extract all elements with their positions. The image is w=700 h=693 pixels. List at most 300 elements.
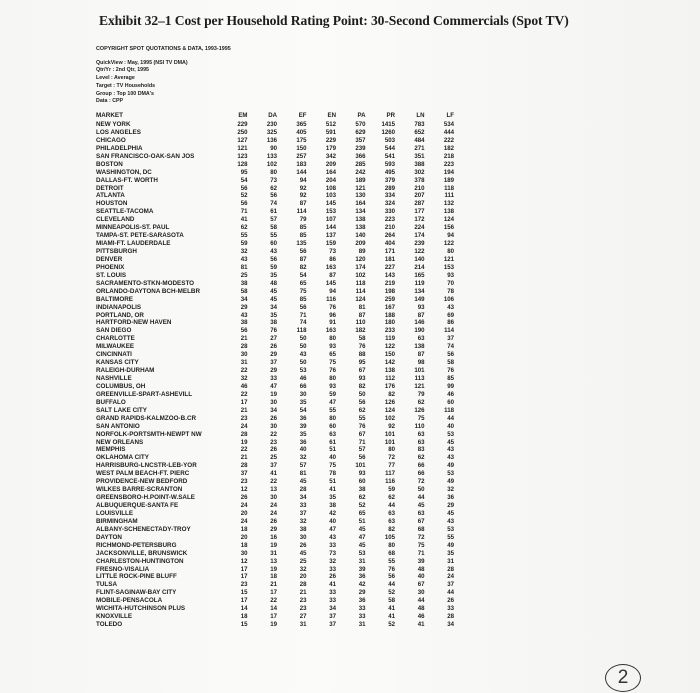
- cpp-value: 19: [240, 438, 248, 446]
- cpp-value: 55: [270, 232, 277, 240]
- cpp-value: 37: [329, 621, 336, 629]
- column-header: MARKET: [96, 112, 123, 119]
- cpp-value: 29: [240, 303, 248, 311]
- table-row: [96, 327, 454, 335]
- market-name: MIAMI-FT. LAUDERDALE: [96, 240, 171, 248]
- cpp-value: 33: [299, 502, 307, 509]
- table-row: [96, 423, 454, 431]
- cpp-value: 128: [237, 160, 248, 168]
- cpp-value: 30: [240, 549, 248, 557]
- cpp-value: 55: [240, 232, 248, 240]
- cpp-value: 233: [384, 327, 395, 335]
- cpp-value: 17: [240, 398, 248, 406]
- cpp-value: 73: [270, 176, 277, 184]
- cpp-value: 103: [325, 192, 336, 200]
- cpp-value: 127: [237, 136, 248, 144]
- cpp-value: 58: [388, 597, 395, 605]
- cpp-value: 198: [384, 287, 395, 295]
- cpp-value: 52: [388, 589, 395, 597]
- cpp-value: 41: [240, 216, 248, 224]
- cpp-value: 223: [443, 160, 454, 168]
- cpp-value: 36: [447, 494, 454, 502]
- cpp-value: 114: [296, 208, 307, 216]
- cpp-value: 179: [325, 144, 336, 152]
- table-row: [96, 319, 454, 327]
- column-header: DA: [268, 112, 277, 119]
- table-row: [96, 502, 454, 510]
- cpp-value: 121: [414, 382, 425, 390]
- cpp-value: 27: [299, 613, 307, 621]
- table-row: [96, 304, 454, 312]
- cpp-value: 67: [417, 517, 425, 525]
- cpp-value: 58: [240, 287, 248, 295]
- market-name: PHILADELPHIA: [96, 144, 143, 152]
- cpp-value: 188: [384, 311, 395, 319]
- market-name: KANSAS CITY: [96, 359, 139, 367]
- cpp-value: 44: [388, 581, 395, 589]
- cpp-value: 42: [329, 509, 336, 517]
- table-row: [96, 589, 454, 597]
- cpp-value: 87: [417, 351, 425, 359]
- cpp-value: 34: [270, 406, 277, 414]
- cpp-value: 56: [299, 248, 307, 255]
- cpp-value: 87: [329, 271, 336, 279]
- cpp-value: 49: [447, 478, 454, 486]
- cpp-value: 119: [414, 279, 425, 287]
- cpp-value: 75: [329, 359, 336, 367]
- cpp-value: 72: [388, 454, 395, 462]
- cpp-value: 19: [270, 565, 277, 573]
- cpp-value: 19: [270, 390, 277, 398]
- cpp-value: 135: [296, 240, 307, 248]
- cpp-value: 93: [329, 382, 336, 390]
- table-row: [96, 518, 454, 526]
- cpp-value: 224: [414, 224, 425, 232]
- column-header: LN: [416, 112, 425, 119]
- cpp-value: 182: [443, 144, 454, 152]
- cpp-value: 41: [270, 470, 277, 478]
- cpp-value: 118: [296, 327, 307, 335]
- cpp-value: 28: [299, 486, 307, 494]
- cpp-value: 24: [240, 517, 248, 525]
- table-row: [96, 415, 454, 423]
- cpp-value: 43: [299, 351, 307, 359]
- market-name: LITTLE ROCK-PINE BLUFF: [96, 573, 177, 581]
- cpp-value: 22: [240, 367, 248, 375]
- cpp-value: 204: [325, 176, 336, 184]
- cpp-value: 133: [266, 152, 277, 160]
- cpp-value: 242: [355, 168, 366, 176]
- table-row: [96, 558, 454, 566]
- cpp-value: 36: [358, 597, 366, 605]
- cpp-value: 60: [358, 478, 366, 486]
- cpp-value: 124: [384, 406, 395, 414]
- cpp-value: 20: [240, 533, 248, 541]
- cpp-value: 404: [384, 240, 395, 248]
- cpp-value: 165: [414, 271, 425, 279]
- market-name: GREENSBORO-H.POINT-W.SALE: [96, 494, 196, 502]
- cpp-value: 21: [240, 335, 248, 343]
- cpp-value: 60: [447, 398, 454, 406]
- cpp-value: 44: [447, 589, 454, 597]
- cpp-value: 52: [388, 621, 395, 629]
- cpp-value: 33: [270, 375, 277, 382]
- market-name: MEMPHIS: [96, 446, 126, 454]
- market-name: DALLAS-FT. WORTH: [96, 176, 158, 184]
- meta-line: Data : CPP: [96, 98, 124, 105]
- cpp-value: 593: [384, 160, 395, 168]
- cpp-value: 230: [266, 121, 277, 128]
- cpp-value: 174: [355, 263, 366, 271]
- market-name: HARTFORD-NEW HAVEN: [96, 319, 172, 327]
- cpp-value: 44: [388, 502, 395, 509]
- cpp-value: 33: [329, 565, 336, 573]
- cpp-value: 43: [447, 517, 454, 525]
- cpp-value: 85: [299, 232, 307, 240]
- cpp-value: 302: [414, 168, 425, 176]
- market-name: TULSA: [96, 581, 117, 589]
- cpp-value: 388: [414, 160, 425, 168]
- table-row: [96, 177, 454, 185]
- cpp-value: 68: [417, 525, 425, 533]
- cpp-value: 219: [384, 279, 395, 287]
- cpp-value: 51: [358, 517, 366, 525]
- cpp-value: 503: [384, 136, 395, 144]
- cpp-value: 81: [358, 303, 366, 311]
- cpp-value: 79: [299, 216, 307, 224]
- cpp-value: 18: [270, 573, 277, 581]
- cpp-value: 56: [358, 454, 366, 462]
- cpp-value: 87: [417, 311, 425, 319]
- cpp-value: 94: [447, 232, 454, 240]
- cpp-value: 94: [329, 287, 336, 295]
- cpp-value: 28: [447, 613, 454, 621]
- cpp-value: 38: [270, 319, 277, 327]
- cpp-value: 26: [299, 541, 307, 549]
- cpp-value: 28: [240, 462, 248, 470]
- market-name: SALT LAKE CITY: [96, 406, 147, 414]
- table-header-row: [96, 112, 454, 121]
- cpp-value: 39: [358, 565, 366, 573]
- cpp-value: 76: [358, 343, 366, 351]
- market-name: LOUISVILLE: [96, 509, 134, 517]
- cpp-value: 330: [384, 208, 395, 216]
- cpp-value: 21: [270, 581, 277, 589]
- cpp-value: 60: [270, 240, 277, 248]
- table-row: [96, 454, 454, 462]
- cpp-value: 126: [414, 406, 425, 414]
- cpp-value: 99: [447, 382, 454, 390]
- cpp-value: 81: [299, 470, 307, 478]
- market-name: NEW ORLEANS: [96, 438, 144, 446]
- market-name: WASHINGTON, DC: [96, 168, 152, 176]
- cpp-value: 59: [329, 390, 336, 398]
- cpp-value: 366: [355, 152, 366, 160]
- cpp-value: 378: [414, 176, 425, 184]
- market-name: NASHVILLE: [96, 375, 132, 382]
- cpp-value: 23: [240, 478, 248, 486]
- table-row: [96, 550, 454, 558]
- cpp-value: 357: [355, 136, 366, 144]
- column-header: PR: [386, 112, 395, 119]
- cpp-value: 58: [447, 359, 454, 367]
- market-name: PROVIDENCE-NEW BEDFORD: [96, 478, 188, 486]
- cpp-value: 50: [299, 343, 307, 351]
- cpp-value: 45: [358, 525, 366, 533]
- market-name: MINNEAPOLIS-ST. PAUL: [96, 224, 170, 232]
- cpp-value: 26: [270, 343, 277, 351]
- cpp-value: 56: [240, 184, 248, 192]
- cpp-value: 37: [447, 581, 454, 589]
- market-name: JACKSONVILLE, BRUNSWICK: [96, 549, 188, 557]
- cpp-value: 41: [388, 613, 395, 621]
- cpp-value: 30: [417, 589, 425, 597]
- market-name: FLINT-SAGINAW-BAY CITY: [96, 589, 177, 597]
- market-name: CLEVELAND: [96, 216, 135, 224]
- cpp-value: 118: [355, 279, 366, 287]
- cpp-value: 44: [447, 414, 454, 422]
- cpp-value: 19: [270, 621, 277, 629]
- cpp-value: 26: [270, 517, 277, 525]
- cpp-value: 23: [299, 597, 307, 605]
- cpp-value: 73: [329, 248, 336, 255]
- market-name: BOSTON: [96, 160, 123, 168]
- cpp-value: 44: [417, 494, 425, 502]
- cpp-value: 34: [329, 605, 336, 613]
- table-row: [96, 613, 454, 621]
- cpp-value: 30: [270, 398, 277, 406]
- cpp-value: 27: [270, 335, 277, 343]
- cpp-value: 108: [325, 184, 336, 192]
- cpp-value: 36: [299, 438, 307, 446]
- cpp-value: 53: [299, 367, 307, 375]
- cpp-value: 534: [443, 121, 454, 128]
- cpp-value: 65: [358, 509, 366, 517]
- cpp-value: 66: [299, 382, 307, 390]
- cpp-value: 74: [270, 200, 277, 208]
- column-header: EN: [327, 112, 336, 119]
- cpp-value: 113: [414, 375, 425, 382]
- cpp-value: 55: [358, 414, 366, 422]
- cpp-value: 72: [417, 533, 425, 541]
- cpp-value: 43: [329, 533, 336, 541]
- cpp-value: 65: [329, 351, 336, 359]
- table-row: [96, 446, 454, 454]
- cpp-value: 114: [444, 327, 454, 335]
- cpp-value: 56: [299, 303, 307, 311]
- cpp-value: 145: [325, 200, 336, 208]
- cpp-value: 75: [417, 541, 425, 549]
- cpp-value: 130: [355, 192, 366, 200]
- cpp-value: 42: [358, 581, 366, 589]
- cpp-value: 78: [329, 470, 336, 478]
- cpp-value: 48: [270, 279, 277, 287]
- table-row: [96, 224, 454, 232]
- cpp-value: 62: [358, 494, 366, 502]
- cpp-value: 60: [329, 422, 336, 430]
- cpp-value: 35: [447, 549, 454, 557]
- cpp-value: 146: [414, 319, 425, 327]
- market-name: BALTIMORE: [96, 295, 133, 303]
- cpp-value: 181: [384, 255, 395, 263]
- table-row: [96, 161, 454, 169]
- cpp-value: 365: [296, 121, 307, 128]
- cpp-value: 118: [444, 406, 454, 414]
- cpp-value: 153: [443, 263, 454, 271]
- table-row: [96, 478, 454, 486]
- market-name: SAN FRANCISCO-OAK-SAN JOS: [96, 152, 195, 160]
- cpp-value: 17: [240, 565, 248, 573]
- cpp-value: 26: [270, 414, 277, 422]
- cpp-value: 82: [388, 525, 395, 533]
- table-row: [96, 383, 454, 391]
- table-row: [96, 272, 454, 280]
- cpp-value: 76: [270, 327, 277, 335]
- cpp-value: 105: [384, 533, 395, 541]
- cpp-value: 39: [417, 557, 425, 565]
- cpp-value: 93: [329, 343, 336, 351]
- cpp-value: 171: [384, 248, 395, 255]
- cpp-value: 32: [240, 375, 248, 382]
- cpp-value: 41: [329, 486, 336, 494]
- cpp-value: 120: [355, 255, 366, 263]
- cpp-value: 112: [385, 375, 395, 382]
- table-row: [96, 486, 454, 494]
- market-name: RALEIGH-DURHAM: [96, 367, 155, 375]
- meta-line: Qtr/Yr : 2nd Qtr, 1995: [96, 67, 149, 74]
- cpp-value: 142: [384, 359, 395, 367]
- page-title: Exhibit 32–1 Cost per Household Rating Point: 30-Second Commercials (Spot TV): [99, 13, 569, 28]
- cpp-value: 1260: [381, 128, 395, 136]
- cpp-value: 41: [329, 581, 336, 589]
- cpp-value: 21: [240, 406, 248, 414]
- cpp-value: 209: [325, 160, 336, 168]
- cpp-value: 32: [240, 248, 248, 255]
- cpp-value: 80: [329, 375, 336, 382]
- cpp-value: 57: [299, 462, 307, 470]
- cpp-value: 150: [296, 144, 307, 152]
- cpp-value: 110: [355, 319, 366, 327]
- cpp-value: 35: [299, 398, 307, 406]
- cpp-value: 51: [329, 478, 336, 486]
- column-header: LF: [446, 112, 454, 119]
- market-name: SEATTLE-TACOMA: [96, 208, 154, 216]
- cpp-value: 144: [296, 168, 307, 176]
- cpp-value: 78: [447, 287, 454, 295]
- market-name: NORFOLK-PORTSMTH-NEWPT NW: [96, 430, 202, 438]
- cpp-value: 56: [240, 327, 248, 335]
- cpp-value: 167: [384, 303, 395, 311]
- cpp-value: 45: [270, 295, 277, 303]
- cpp-value: 87: [358, 311, 366, 319]
- cpp-value: 48: [417, 565, 425, 573]
- cpp-value: 28: [299, 581, 307, 589]
- cpp-value: 591: [325, 128, 336, 136]
- cpp-value: 67: [358, 367, 366, 375]
- cpp-value: 62: [358, 406, 366, 414]
- table-row: [96, 169, 454, 177]
- cpp-value: 24: [240, 422, 248, 430]
- cpp-value: 285: [355, 160, 366, 168]
- cpp-value: 123: [237, 152, 248, 160]
- cpp-value: 40: [299, 446, 307, 454]
- cpp-value: 93: [358, 375, 366, 382]
- cpp-value: 56: [388, 573, 395, 581]
- market-name: SAN DIEGO: [96, 327, 132, 335]
- cpp-value: 61: [329, 438, 336, 446]
- cpp-value: 33: [329, 541, 336, 549]
- cpp-value: 164: [355, 200, 366, 208]
- cpp-value: 102: [355, 271, 366, 279]
- cpp-value: 182: [355, 327, 366, 335]
- cpp-value: 175: [296, 136, 307, 144]
- market-name: HOUSTON: [96, 200, 128, 208]
- market-name: TOLEDO: [96, 621, 123, 629]
- cpp-value: 25: [270, 454, 277, 462]
- cpp-value: 143: [384, 271, 395, 279]
- cpp-value: 67: [358, 430, 366, 438]
- meta-line: Level : Average: [96, 75, 135, 82]
- table-row: [96, 200, 454, 208]
- cpp-value: 74: [447, 343, 454, 351]
- cpp-value: 26: [240, 494, 248, 502]
- cpp-value: 52: [240, 192, 248, 200]
- table-row: [96, 375, 454, 383]
- cpp-value: 180: [384, 319, 395, 327]
- cpp-value: 56: [447, 351, 454, 359]
- cpp-value: 38: [299, 525, 307, 533]
- cpp-value: 55: [388, 557, 395, 565]
- cpp-value: 50: [358, 390, 366, 398]
- table-row: [96, 391, 454, 399]
- cpp-value: 163: [325, 263, 336, 271]
- cpp-value: 63: [388, 509, 395, 517]
- cpp-value: 85: [299, 224, 307, 232]
- column-header: PA: [357, 112, 366, 119]
- cpp-value: 132: [443, 200, 454, 208]
- cpp-value: 34: [270, 303, 277, 311]
- cpp-value: 137: [325, 232, 336, 240]
- cpp-value: 44: [417, 597, 425, 605]
- cpp-value: 22: [270, 430, 277, 438]
- table-row: [96, 248, 454, 256]
- cpp-value: 134: [355, 208, 366, 216]
- cpp-value: 189: [443, 176, 454, 184]
- cpp-value: 74: [299, 319, 307, 327]
- cpp-value: 82: [388, 390, 395, 398]
- cpp-value: 46: [417, 613, 425, 621]
- cpp-value: 444: [443, 128, 454, 136]
- market-name: WICHITA-HUTCHINSON PLUS: [96, 605, 186, 613]
- cpp-value: 88: [358, 351, 366, 359]
- cpp-value: 149: [414, 295, 425, 303]
- cpp-value: 24: [240, 502, 248, 509]
- cpp-value: 89: [358, 248, 366, 255]
- market-name: KNOXVILLE: [96, 613, 133, 621]
- cpp-value: 95: [240, 168, 248, 176]
- cpp-value: 80: [447, 248, 454, 255]
- cpp-value: 31: [299, 621, 307, 629]
- cpp-value: 62: [270, 184, 277, 192]
- cpp-value: 172: [414, 216, 425, 224]
- cpp-value: 46: [240, 382, 248, 390]
- cpp-value: 23: [299, 605, 307, 613]
- cpp-value: 227: [384, 263, 395, 271]
- cpp-value: 379: [384, 176, 395, 184]
- cpp-value: 15: [240, 621, 248, 629]
- table-row: [96, 264, 454, 272]
- cpp-value: 33: [329, 589, 336, 597]
